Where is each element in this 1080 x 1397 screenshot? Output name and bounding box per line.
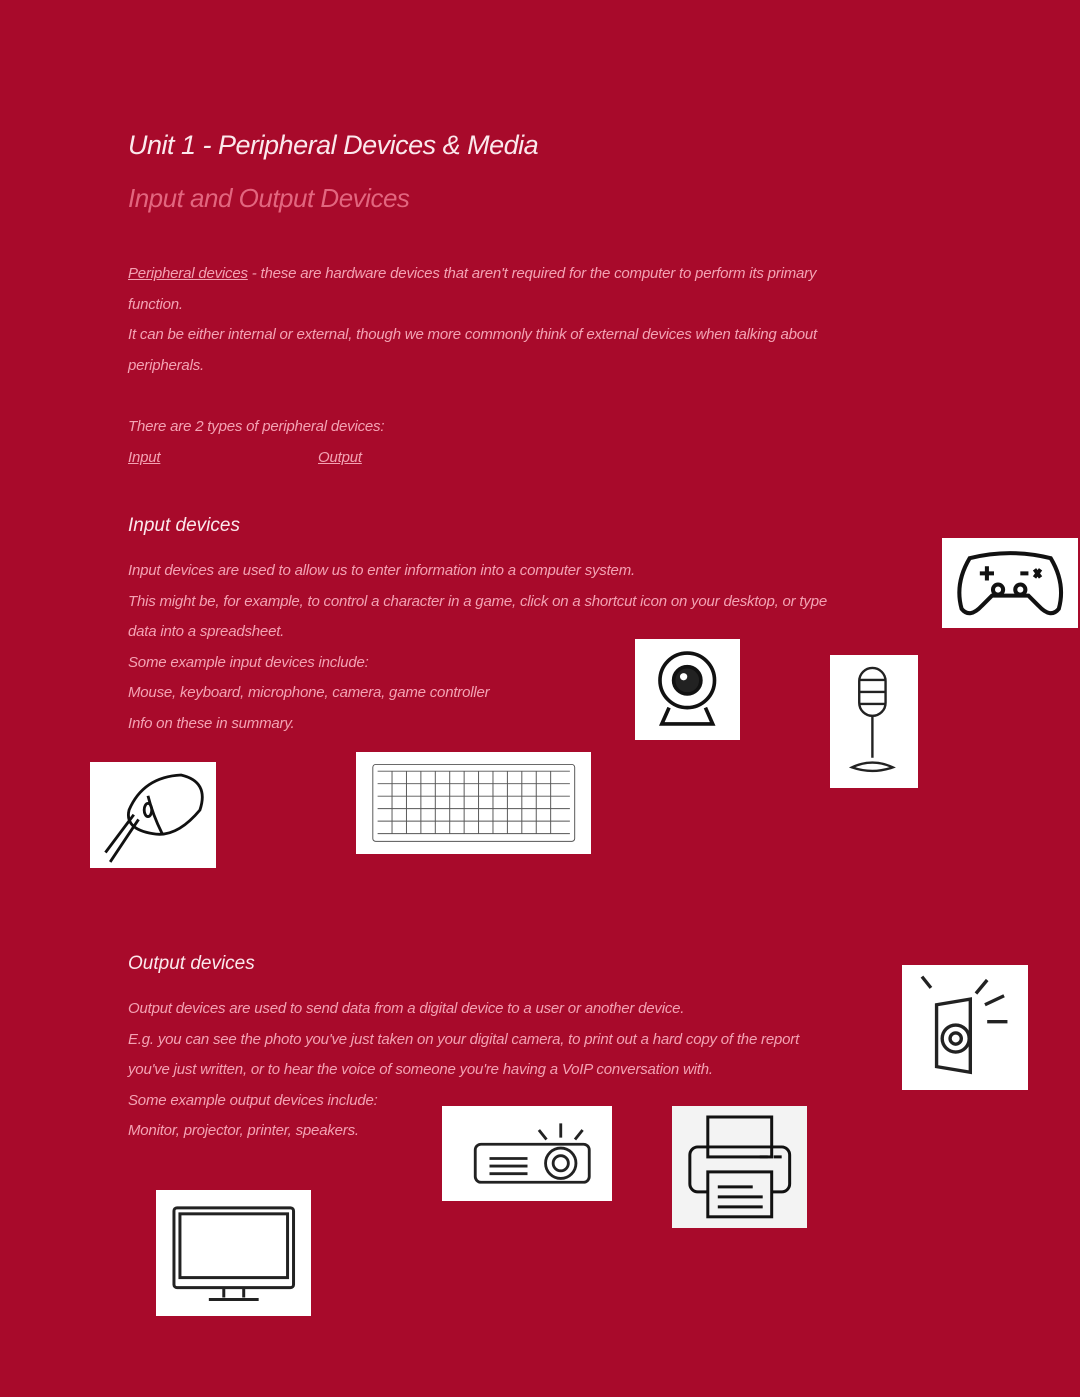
speaker-icon xyxy=(902,965,1028,1090)
input-heading: Input devices xyxy=(128,515,240,536)
microphone-icon xyxy=(830,655,918,788)
input-line: This might be, for example, to control a character in a game, click on a shortcut icon on your desktop, or type xyxy=(128,592,827,610)
monitor-icon xyxy=(156,1190,311,1316)
keyboard-icon xyxy=(356,752,591,854)
input-line: Input devices are used to allow us to enter information into a computer system. xyxy=(128,562,635,579)
input-line: Mouse, keyboard, microphone, camera, game controller xyxy=(128,684,490,702)
output-heading: Output devices xyxy=(128,953,255,974)
types-intro: There are 2 types of peripheral devices: xyxy=(128,418,385,435)
output-line: Some example output devices include: xyxy=(128,1091,378,1109)
output-line: Output devices are used to send data from a digital device to a user or another device. xyxy=(128,1000,685,1017)
game-controller-icon xyxy=(942,538,1078,628)
internal-external-text: It can be either internal or external, though we more commonly think of external devices when talking about xyxy=(128,326,817,344)
page-subtitle: Input and Output Devices xyxy=(128,183,410,213)
page-title: Unit 1 - Peripheral Devices & Media xyxy=(128,130,539,160)
input-line: Some example input devices include: xyxy=(128,653,369,671)
projector-icon xyxy=(442,1106,612,1201)
output-line: Monitor, projector, printer, speakers. xyxy=(128,1122,359,1140)
output-line: you've just written, or to hear the voice of someone you're having a VoIP conversation with. xyxy=(128,1061,713,1079)
mouse-icon xyxy=(90,762,216,868)
type-input: Input xyxy=(128,449,161,466)
printer-icon xyxy=(672,1106,807,1228)
definition-text: - these are hardware devices that aren't required for the computer to perform its primary xyxy=(247,265,817,282)
output-line: E.g. you can see the photo you've just taken on your digital camera, to print out a hard copy of the report xyxy=(128,1030,800,1048)
term-peripheral-devices: Peripheral devices xyxy=(128,265,248,282)
definition-text-cont: function. xyxy=(128,295,183,313)
internal-external-text-cont: peripherals. xyxy=(128,356,204,374)
type-output: Output xyxy=(318,449,362,466)
input-line: data into a spreadsheet. xyxy=(128,623,285,641)
input-line: Info on these in summary. xyxy=(128,714,295,732)
intro-paragraph xyxy=(128,259,817,381)
webcam-icon xyxy=(635,639,740,740)
